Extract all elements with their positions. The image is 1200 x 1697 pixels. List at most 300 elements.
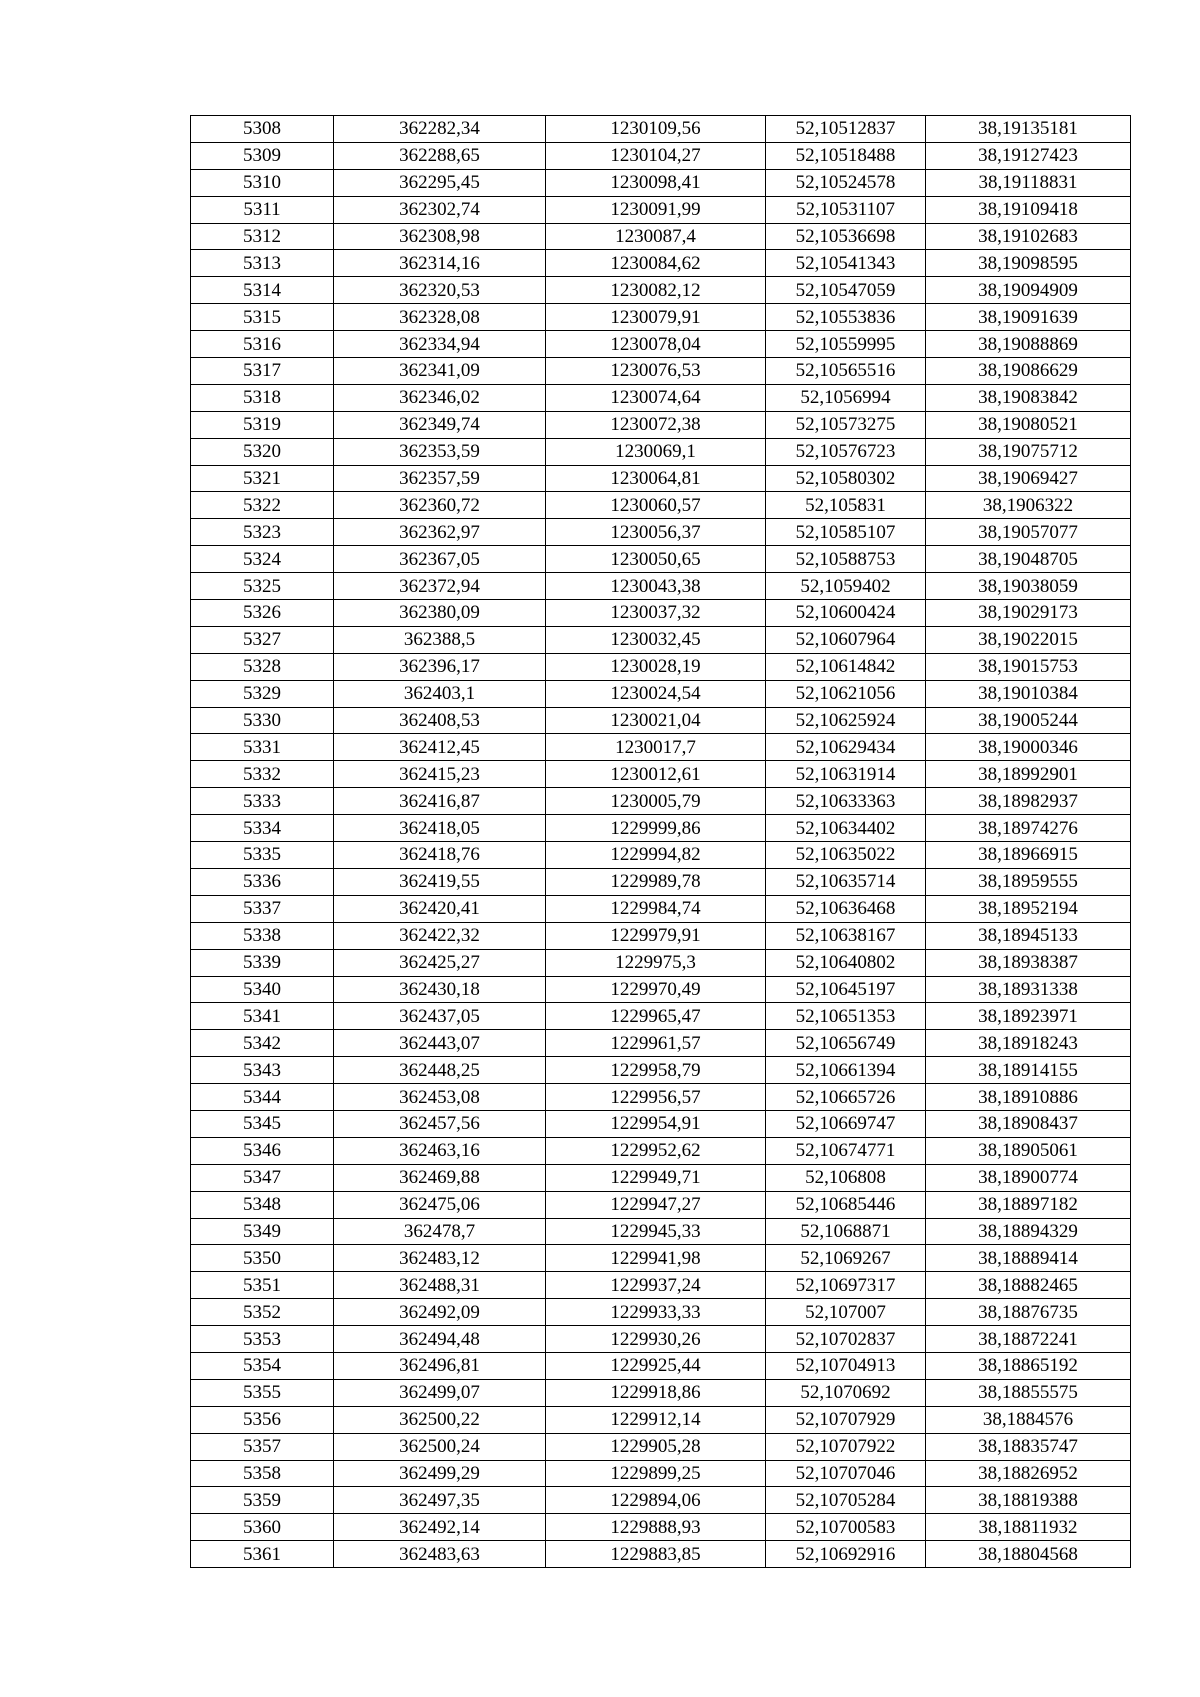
point-number-cell: 5346: [191, 1137, 334, 1164]
latitude-cell: 52,10707929: [766, 1406, 926, 1433]
point-number-cell: 5312: [191, 223, 334, 250]
longitude-cell: 38,18872241: [926, 1326, 1131, 1353]
y-coordinate-cell: 1229930,26: [546, 1326, 766, 1353]
point-number-cell: 5309: [191, 142, 334, 169]
x-coordinate-cell: 362420,41: [334, 895, 546, 922]
x-coordinate-cell: 362500,24: [334, 1433, 546, 1460]
x-coordinate-cell: 362328,08: [334, 304, 546, 331]
y-coordinate-cell: 1229989,78: [546, 868, 766, 895]
table-row: [191, 707, 1131, 734]
latitude-cell: 52,1070692: [766, 1379, 926, 1406]
table-row: [191, 384, 1131, 411]
point-number-cell: 5317: [191, 358, 334, 385]
longitude-cell: 38,18931338: [926, 976, 1131, 1003]
y-coordinate-cell: 1229970,49: [546, 976, 766, 1003]
point-number-cell: 5321: [191, 465, 334, 492]
x-coordinate-cell: 362494,48: [334, 1326, 546, 1353]
longitude-cell: 38,19029173: [926, 600, 1131, 627]
point-number-cell: 5316: [191, 331, 334, 358]
longitude-cell: 38,19000346: [926, 734, 1131, 761]
x-coordinate-cell: 362500,22: [334, 1406, 546, 1433]
y-coordinate-cell: 1230064,81: [546, 465, 766, 492]
table-row: [191, 1245, 1131, 1272]
point-number-cell: 5315: [191, 304, 334, 331]
table-row: [191, 1110, 1131, 1137]
y-coordinate-cell: 1230072,38: [546, 411, 766, 438]
latitude-cell: 52,10707046: [766, 1460, 926, 1487]
longitude-cell: 38,18865192: [926, 1352, 1131, 1379]
table-row: [191, 1487, 1131, 1514]
x-coordinate-cell: 362483,12: [334, 1245, 546, 1272]
point-number-cell: 5351: [191, 1272, 334, 1299]
point-number-cell: 5323: [191, 519, 334, 546]
point-number-cell: 5319: [191, 411, 334, 438]
x-coordinate-cell: 362412,45: [334, 734, 546, 761]
latitude-cell: 52,10669747: [766, 1110, 926, 1137]
longitude-cell: 38,18918243: [926, 1030, 1131, 1057]
y-coordinate-cell: 1230091,99: [546, 196, 766, 223]
longitude-cell: 38,18882465: [926, 1272, 1131, 1299]
longitude-cell: 38,18966915: [926, 842, 1131, 869]
y-coordinate-cell: 1230005,79: [546, 788, 766, 815]
x-coordinate-cell: 362453,08: [334, 1084, 546, 1111]
y-coordinate-cell: 1229894,06: [546, 1487, 766, 1514]
point-number-cell: 5330: [191, 707, 334, 734]
latitude-cell: 52,1056994: [766, 384, 926, 411]
longitude-cell: 38,19057077: [926, 519, 1131, 546]
latitude-cell: 52,10512837: [766, 116, 926, 143]
y-coordinate-cell: 1230032,45: [546, 626, 766, 653]
table-row: [191, 465, 1131, 492]
latitude-cell: 52,10585107: [766, 519, 926, 546]
longitude-cell: 38,18910886: [926, 1084, 1131, 1111]
y-coordinate-cell: 1230104,27: [546, 142, 766, 169]
y-coordinate-cell: 1229925,44: [546, 1352, 766, 1379]
x-coordinate-cell: 362437,05: [334, 1003, 546, 1030]
longitude-cell: 38,18923971: [926, 1003, 1131, 1030]
latitude-cell: 52,10656749: [766, 1030, 926, 1057]
table-row: [191, 1084, 1131, 1111]
point-number-cell: 5358: [191, 1460, 334, 1487]
table-row: [191, 169, 1131, 196]
longitude-cell: 38,18900774: [926, 1164, 1131, 1191]
table-row: [191, 196, 1131, 223]
y-coordinate-cell: 1230082,12: [546, 277, 766, 304]
longitude-cell: 38,19118831: [926, 169, 1131, 196]
x-coordinate-cell: 362388,5: [334, 626, 546, 653]
table-row: [191, 1379, 1131, 1406]
x-coordinate-cell: 362341,09: [334, 358, 546, 385]
latitude-cell: 52,10674771: [766, 1137, 926, 1164]
x-coordinate-cell: 362483,63: [334, 1541, 546, 1568]
x-coordinate-cell: 362497,35: [334, 1487, 546, 1514]
x-coordinate-cell: 362380,09: [334, 600, 546, 627]
point-number-cell: 5327: [191, 626, 334, 653]
point-number-cell: 5354: [191, 1352, 334, 1379]
latitude-cell: 52,10629434: [766, 734, 926, 761]
latitude-cell: 52,10580302: [766, 465, 926, 492]
latitude-cell: 52,10631914: [766, 761, 926, 788]
y-coordinate-cell: 1229956,57: [546, 1084, 766, 1111]
point-number-cell: 5313: [191, 250, 334, 277]
latitude-cell: 52,1069267: [766, 1245, 926, 1272]
longitude-cell: 38,18894329: [926, 1218, 1131, 1245]
x-coordinate-cell: 362415,23: [334, 761, 546, 788]
x-coordinate-cell: 362457,56: [334, 1110, 546, 1137]
y-coordinate-cell: 1229905,28: [546, 1433, 766, 1460]
table-row: [191, 734, 1131, 761]
longitude-cell: 38,19098595: [926, 250, 1131, 277]
y-coordinate-cell: 1230069,1: [546, 438, 766, 465]
y-coordinate-cell: 1230109,56: [546, 116, 766, 143]
x-coordinate-cell: 362372,94: [334, 573, 546, 600]
table-row: [191, 116, 1131, 143]
y-coordinate-cell: 1230037,32: [546, 600, 766, 627]
point-number-cell: 5318: [191, 384, 334, 411]
x-coordinate-cell: 362353,59: [334, 438, 546, 465]
longitude-cell: 38,19102683: [926, 223, 1131, 250]
point-number-cell: 5352: [191, 1299, 334, 1326]
y-coordinate-cell: 1230012,61: [546, 761, 766, 788]
point-number-cell: 5357: [191, 1433, 334, 1460]
x-coordinate-cell: 362499,07: [334, 1379, 546, 1406]
y-coordinate-cell: 1229883,85: [546, 1541, 766, 1568]
longitude-cell: 38,19083842: [926, 384, 1131, 411]
x-coordinate-cell: 362314,16: [334, 250, 546, 277]
latitude-cell: 52,10531107: [766, 196, 926, 223]
table-row: [191, 976, 1131, 1003]
table-row: [191, 1541, 1131, 1568]
table-row: [191, 277, 1131, 304]
y-coordinate-cell: 1229984,74: [546, 895, 766, 922]
longitude-cell: 38,18992901: [926, 761, 1131, 788]
table-row: [191, 1003, 1131, 1030]
latitude-cell: 52,107007: [766, 1299, 926, 1326]
point-number-cell: 5314: [191, 277, 334, 304]
y-coordinate-cell: 1230017,7: [546, 734, 766, 761]
y-coordinate-cell: 1229945,33: [546, 1218, 766, 1245]
longitude-cell: 38,18908437: [926, 1110, 1131, 1137]
longitude-cell: 38,1906322: [926, 492, 1131, 519]
longitude-cell: 38,19048705: [926, 546, 1131, 573]
point-number-cell: 5353: [191, 1326, 334, 1353]
x-coordinate-cell: 362408,53: [334, 707, 546, 734]
point-number-cell: 5334: [191, 815, 334, 842]
latitude-cell: 52,10553836: [766, 304, 926, 331]
point-number-cell: 5311: [191, 196, 334, 223]
table-row: [191, 842, 1131, 869]
point-number-cell: 5326: [191, 600, 334, 627]
point-number-cell: 5308: [191, 116, 334, 143]
y-coordinate-cell: 1229975,3: [546, 949, 766, 976]
y-coordinate-cell: 1229918,86: [546, 1379, 766, 1406]
point-number-cell: 5356: [191, 1406, 334, 1433]
table-row: [191, 1030, 1131, 1057]
point-number-cell: 5342: [191, 1030, 334, 1057]
x-coordinate-cell: 362396,17: [334, 653, 546, 680]
x-coordinate-cell: 362422,32: [334, 922, 546, 949]
y-coordinate-cell: 1229888,93: [546, 1514, 766, 1541]
y-coordinate-cell: 1229979,91: [546, 922, 766, 949]
point-number-cell: 5341: [191, 1003, 334, 1030]
y-coordinate-cell: 1230028,19: [546, 653, 766, 680]
latitude-cell: 52,10692916: [766, 1541, 926, 1568]
latitude-cell: 52,10636468: [766, 895, 926, 922]
latitude-cell: 52,10661394: [766, 1057, 926, 1084]
x-coordinate-cell: 362443,07: [334, 1030, 546, 1057]
point-number-cell: 5340: [191, 976, 334, 1003]
table-row: [191, 223, 1131, 250]
x-coordinate-cell: 362492,09: [334, 1299, 546, 1326]
latitude-cell: 52,10621056: [766, 680, 926, 707]
y-coordinate-cell: 1229999,86: [546, 815, 766, 842]
y-coordinate-cell: 1229961,57: [546, 1030, 766, 1057]
x-coordinate-cell: 362499,29: [334, 1460, 546, 1487]
x-coordinate-cell: 362488,31: [334, 1272, 546, 1299]
x-coordinate-cell: 362478,7: [334, 1218, 546, 1245]
x-coordinate-cell: 362492,14: [334, 1514, 546, 1541]
point-number-cell: 5322: [191, 492, 334, 519]
x-coordinate-cell: 362288,65: [334, 142, 546, 169]
y-coordinate-cell: 1230021,04: [546, 707, 766, 734]
longitude-cell: 38,18804568: [926, 1541, 1131, 1568]
table-row: [191, 1137, 1131, 1164]
y-coordinate-cell: 1230050,65: [546, 546, 766, 573]
x-coordinate-cell: 362360,72: [334, 492, 546, 519]
point-number-cell: 5331: [191, 734, 334, 761]
longitude-cell: 38,19075712: [926, 438, 1131, 465]
point-number-cell: 5337: [191, 895, 334, 922]
longitude-cell: 38,18974276: [926, 815, 1131, 842]
longitude-cell: 38,18835747: [926, 1433, 1131, 1460]
longitude-cell: 38,19015753: [926, 653, 1131, 680]
latitude-cell: 52,10518488: [766, 142, 926, 169]
latitude-cell: 52,10588753: [766, 546, 926, 573]
x-coordinate-cell: 362349,74: [334, 411, 546, 438]
y-coordinate-cell: 1230084,62: [546, 250, 766, 277]
longitude-cell: 38,1884576: [926, 1406, 1131, 1433]
table-row: [191, 1299, 1131, 1326]
longitude-cell: 38,18938387: [926, 949, 1131, 976]
table-row: [191, 519, 1131, 546]
latitude-cell: 52,10640802: [766, 949, 926, 976]
latitude-cell: 52,10625924: [766, 707, 926, 734]
longitude-cell: 38,19080521: [926, 411, 1131, 438]
x-coordinate-cell: 362346,02: [334, 384, 546, 411]
longitude-cell: 38,19127423: [926, 142, 1131, 169]
point-number-cell: 5350: [191, 1245, 334, 1272]
point-number-cell: 5336: [191, 868, 334, 895]
longitude-cell: 38,19094909: [926, 277, 1131, 304]
x-coordinate-cell: 362320,53: [334, 277, 546, 304]
table-row: [191, 492, 1131, 519]
y-coordinate-cell: 1230056,37: [546, 519, 766, 546]
y-coordinate-cell: 1229994,82: [546, 842, 766, 869]
longitude-cell: 38,19086629: [926, 358, 1131, 385]
table-row: [191, 1057, 1131, 1084]
point-number-cell: 5344: [191, 1084, 334, 1111]
table-row: [191, 653, 1131, 680]
table-row: [191, 1433, 1131, 1460]
latitude-cell: 52,105831: [766, 492, 926, 519]
point-number-cell: 5359: [191, 1487, 334, 1514]
y-coordinate-cell: 1229949,71: [546, 1164, 766, 1191]
point-number-cell: 5343: [191, 1057, 334, 1084]
latitude-cell: 52,10633363: [766, 788, 926, 815]
x-coordinate-cell: 362475,06: [334, 1191, 546, 1218]
point-number-cell: 5339: [191, 949, 334, 976]
latitude-cell: 52,10697317: [766, 1272, 926, 1299]
table-row: [191, 546, 1131, 573]
table-row: [191, 949, 1131, 976]
longitude-cell: 38,19005244: [926, 707, 1131, 734]
y-coordinate-cell: 1230060,57: [546, 492, 766, 519]
y-coordinate-cell: 1229954,91: [546, 1110, 766, 1137]
table-row: [191, 304, 1131, 331]
point-number-cell: 5333: [191, 788, 334, 815]
y-coordinate-cell: 1229958,79: [546, 1057, 766, 1084]
point-number-cell: 5310: [191, 169, 334, 196]
latitude-cell: 52,10651353: [766, 1003, 926, 1030]
longitude-cell: 38,18826952: [926, 1460, 1131, 1487]
x-coordinate-cell: 362425,27: [334, 949, 546, 976]
point-number-cell: 5325: [191, 573, 334, 600]
table-row: [191, 1272, 1131, 1299]
y-coordinate-cell: 1230076,53: [546, 358, 766, 385]
latitude-cell: 52,10685446: [766, 1191, 926, 1218]
longitude-cell: 38,18811932: [926, 1514, 1131, 1541]
table-row: [191, 868, 1131, 895]
table-row: [191, 1352, 1131, 1379]
latitude-cell: 52,10524578: [766, 169, 926, 196]
longitude-cell: 38,19109418: [926, 196, 1131, 223]
point-number-cell: 5355: [191, 1379, 334, 1406]
latitude-cell: 52,10702837: [766, 1326, 926, 1353]
point-number-cell: 5335: [191, 842, 334, 869]
longitude-cell: 38,19022015: [926, 626, 1131, 653]
latitude-cell: 52,10705284: [766, 1487, 926, 1514]
latitude-cell: 52,1059402: [766, 573, 926, 600]
table-row: [191, 438, 1131, 465]
x-coordinate-cell: 362430,18: [334, 976, 546, 1003]
point-number-cell: 5361: [191, 1541, 334, 1568]
longitude-cell: 38,19088869: [926, 331, 1131, 358]
latitude-cell: 52,10665726: [766, 1084, 926, 1111]
table-row: [191, 1460, 1131, 1487]
latitude-cell: 52,10635714: [766, 868, 926, 895]
table-row: [191, 411, 1131, 438]
x-coordinate-cell: 362496,81: [334, 1352, 546, 1379]
x-coordinate-cell: 362416,87: [334, 788, 546, 815]
longitude-cell: 38,18914155: [926, 1057, 1131, 1084]
x-coordinate-cell: 362419,55: [334, 868, 546, 895]
y-coordinate-cell: 1229933,33: [546, 1299, 766, 1326]
table-row: [191, 358, 1131, 385]
table-row: [191, 626, 1131, 653]
longitude-cell: 38,19038059: [926, 573, 1131, 600]
latitude-cell: 52,106808: [766, 1164, 926, 1191]
latitude-cell: 52,10707922: [766, 1433, 926, 1460]
longitude-cell: 38,19069427: [926, 465, 1131, 492]
x-coordinate-cell: 362418,76: [334, 842, 546, 869]
y-coordinate-cell: 1230074,64: [546, 384, 766, 411]
table-row: [191, 1218, 1131, 1245]
point-number-cell: 5329: [191, 680, 334, 707]
coordinates-table-body: [191, 116, 1131, 1568]
point-number-cell: 5360: [191, 1514, 334, 1541]
table-row: [191, 922, 1131, 949]
table-row: [191, 573, 1131, 600]
table-row: [191, 1191, 1131, 1218]
longitude-cell: 38,18876735: [926, 1299, 1131, 1326]
x-coordinate-cell: 362282,34: [334, 116, 546, 143]
longitude-cell: 38,18889414: [926, 1245, 1131, 1272]
x-coordinate-cell: 362469,88: [334, 1164, 546, 1191]
x-coordinate-cell: 362418,05: [334, 815, 546, 842]
latitude-cell: 52,10700583: [766, 1514, 926, 1541]
y-coordinate-cell: 1229937,24: [546, 1272, 766, 1299]
latitude-cell: 52,10634402: [766, 815, 926, 842]
latitude-cell: 52,10559995: [766, 331, 926, 358]
longitude-cell: 38,18959555: [926, 868, 1131, 895]
table-row: [191, 895, 1131, 922]
y-coordinate-cell: 1230043,38: [546, 573, 766, 600]
table-row: [191, 680, 1131, 707]
x-coordinate-cell: 362463,16: [334, 1137, 546, 1164]
table-row: [191, 600, 1131, 627]
latitude-cell: 52,10565516: [766, 358, 926, 385]
table-row: [191, 1164, 1131, 1191]
table-row: [191, 1326, 1131, 1353]
x-coordinate-cell: 362295,45: [334, 169, 546, 196]
latitude-cell: 52,10704913: [766, 1352, 926, 1379]
table-row: [191, 1514, 1131, 1541]
y-coordinate-cell: 1229899,25: [546, 1460, 766, 1487]
point-number-cell: 5338: [191, 922, 334, 949]
latitude-cell: 52,10607964: [766, 626, 926, 653]
latitude-cell: 52,10573275: [766, 411, 926, 438]
longitude-cell: 38,18945133: [926, 922, 1131, 949]
longitude-cell: 38,18905061: [926, 1137, 1131, 1164]
table-row: [191, 761, 1131, 788]
y-coordinate-cell: 1230087,4: [546, 223, 766, 250]
x-coordinate-cell: 362362,97: [334, 519, 546, 546]
x-coordinate-cell: 362357,59: [334, 465, 546, 492]
point-number-cell: 5328: [191, 653, 334, 680]
point-number-cell: 5332: [191, 761, 334, 788]
x-coordinate-cell: 362448,25: [334, 1057, 546, 1084]
coordinates-table: [190, 115, 1131, 1568]
latitude-cell: 52,10645197: [766, 976, 926, 1003]
y-coordinate-cell: 1229941,98: [546, 1245, 766, 1272]
point-number-cell: 5320: [191, 438, 334, 465]
longitude-cell: 38,19091639: [926, 304, 1131, 331]
x-coordinate-cell: 362308,98: [334, 223, 546, 250]
longitude-cell: 38,18952194: [926, 895, 1131, 922]
latitude-cell: 52,10600424: [766, 600, 926, 627]
y-coordinate-cell: 1229965,47: [546, 1003, 766, 1030]
table-row: [191, 788, 1131, 815]
y-coordinate-cell: 1230024,54: [546, 680, 766, 707]
table-row: [191, 1406, 1131, 1433]
y-coordinate-cell: 1230098,41: [546, 169, 766, 196]
x-coordinate-cell: 362367,05: [334, 546, 546, 573]
y-coordinate-cell: 1229912,14: [546, 1406, 766, 1433]
table-row: [191, 142, 1131, 169]
y-coordinate-cell: 1230078,04: [546, 331, 766, 358]
latitude-cell: 52,10536698: [766, 223, 926, 250]
latitude-cell: 52,10614842: [766, 653, 926, 680]
